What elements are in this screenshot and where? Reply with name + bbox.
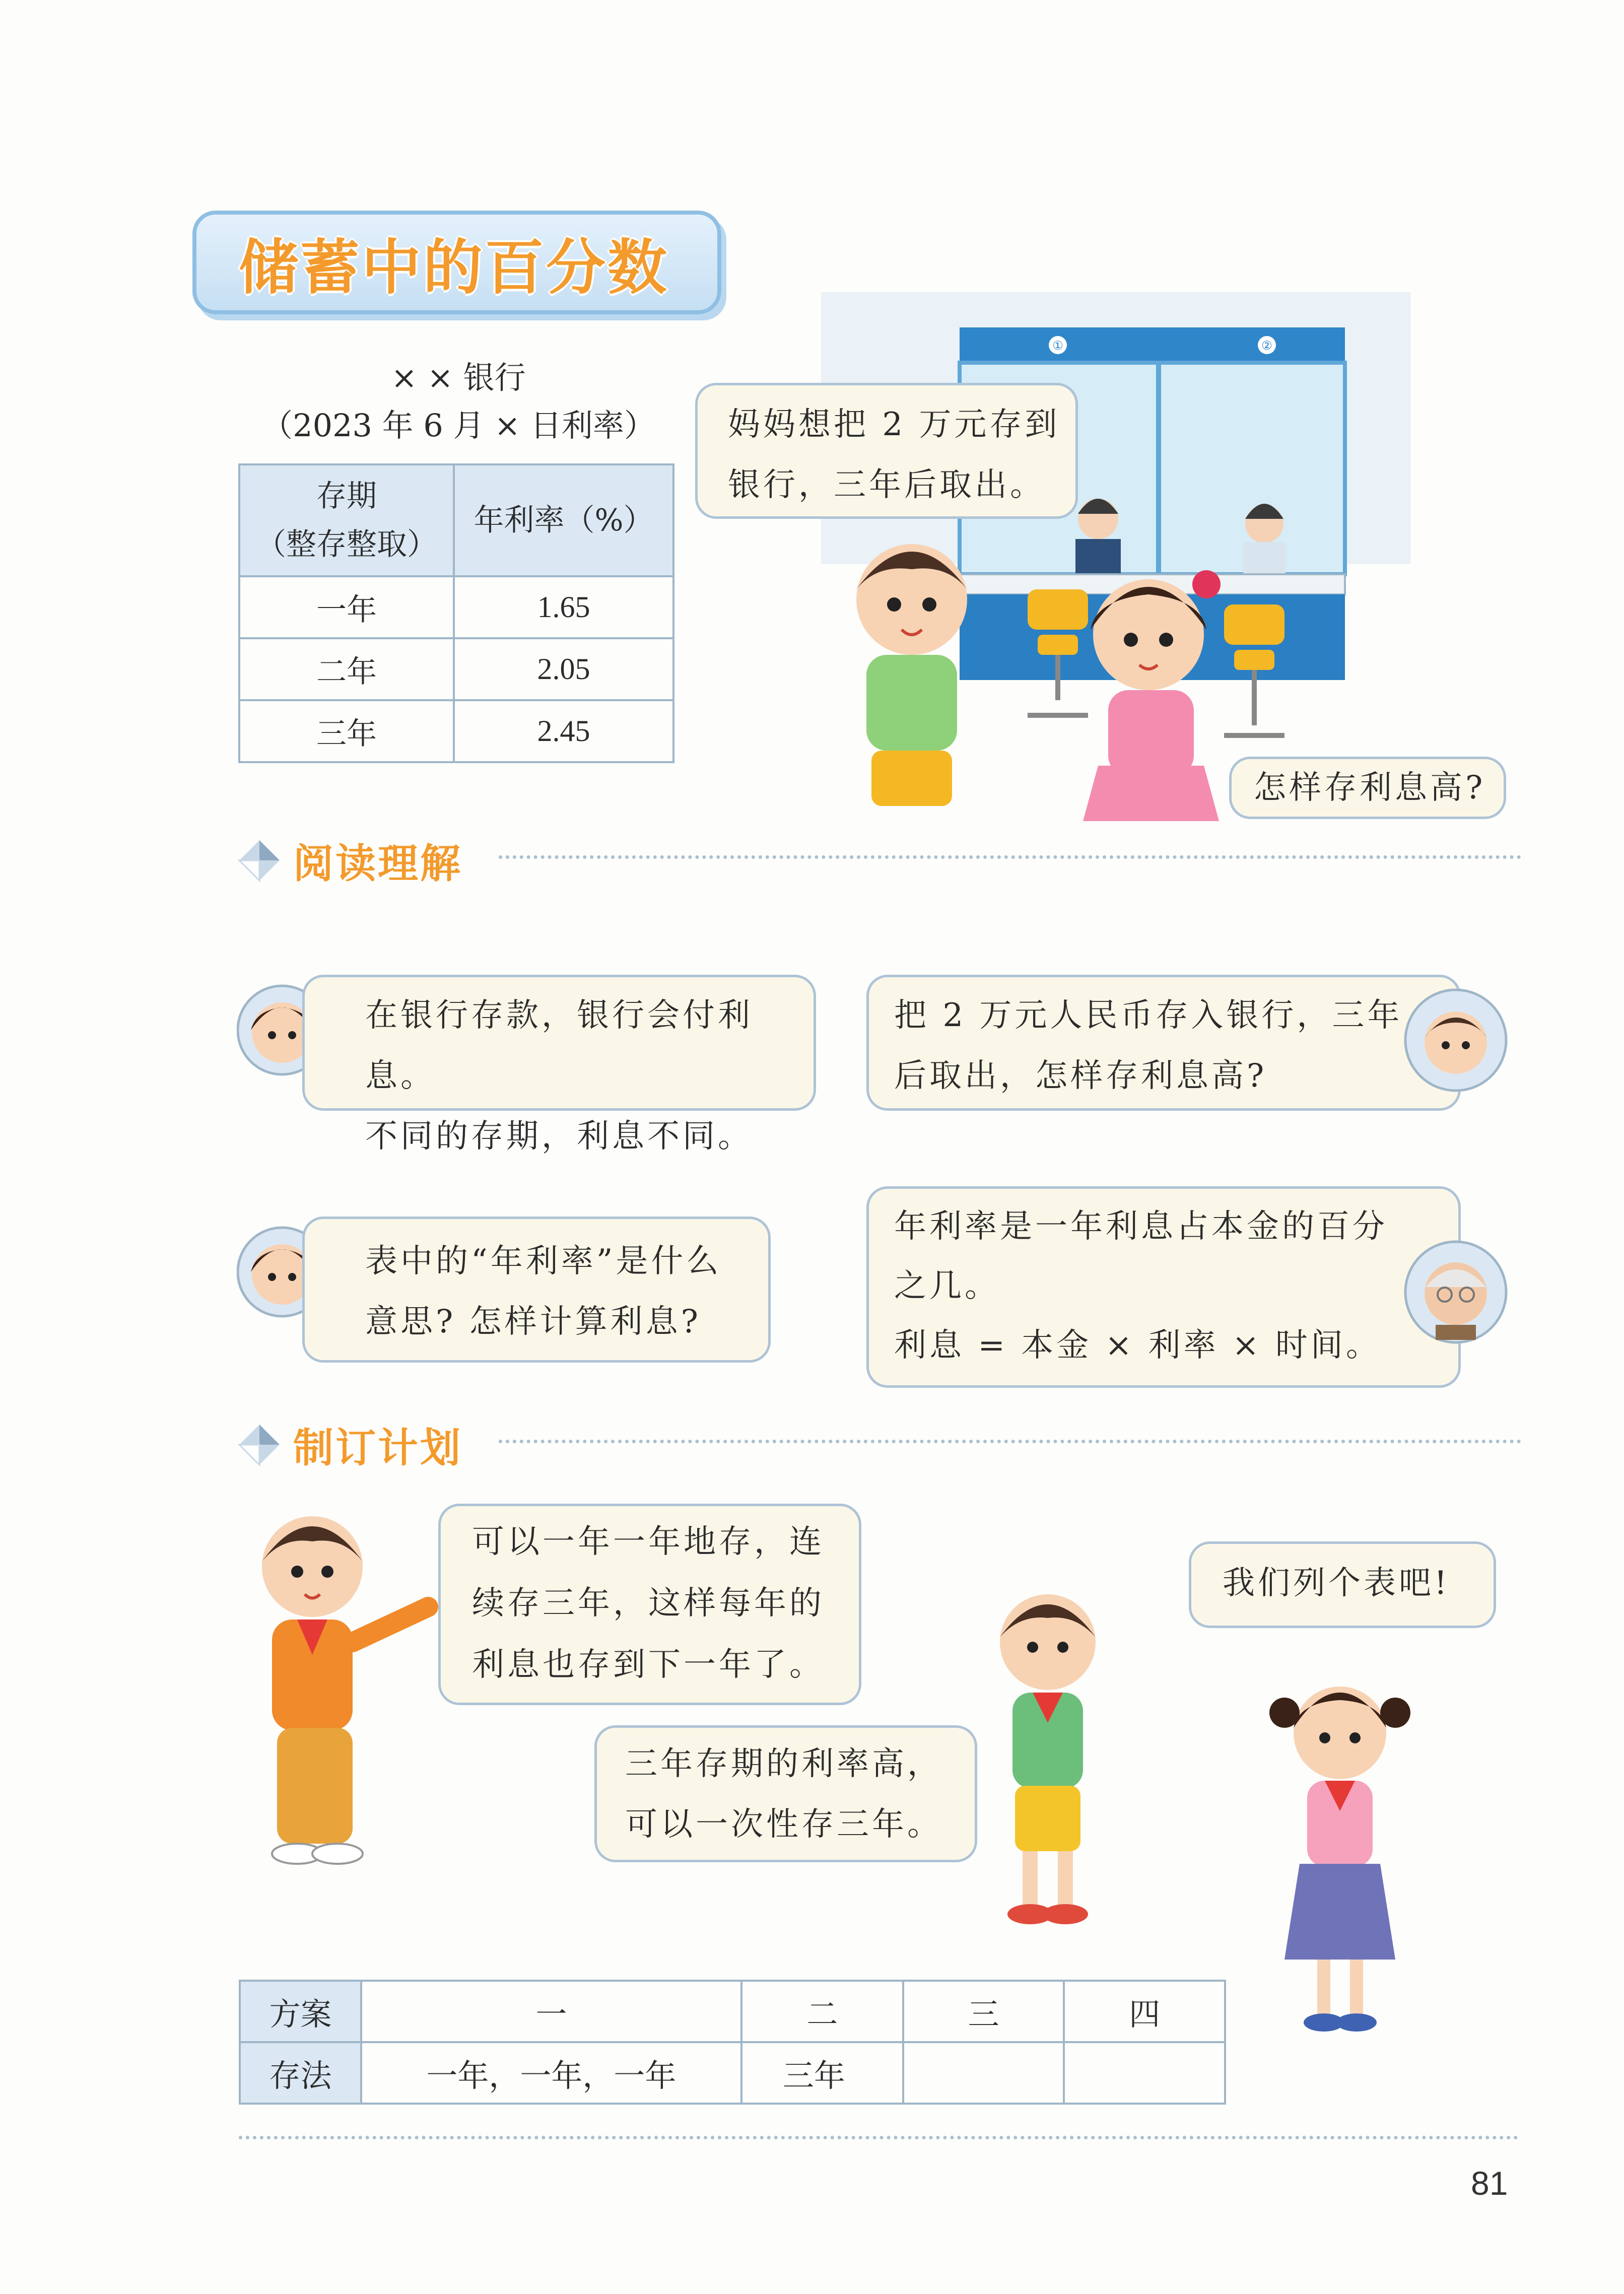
section-title: 制订计划 — [293, 1425, 462, 1471]
term-cell: 一年 — [239, 576, 454, 638]
section-title: 阅读理解 — [293, 840, 462, 887]
bubble-text-line: 续存三年，这样每年的 — [472, 1585, 825, 1622]
speech-bubble-grandpa-explanation — [866, 1186, 1461, 1388]
table-row — [240, 1981, 1225, 2042]
bubble-text: 怎样存利息高? — [1254, 769, 1486, 806]
rate-date-caption: （2023 年 6 月 × 日利率） — [261, 407, 655, 444]
table-header-row — [239, 464, 673, 576]
bubble-text-line: 银行，三年后取出。 — [728, 466, 1045, 504]
bubble-text-line: 可以一次性存三年。 — [625, 1806, 942, 1843]
bubble-text-line: 后取出，怎样存利息高? — [894, 1057, 1267, 1095]
bubble-text-line: 意思? 怎样计算利息? — [365, 1303, 701, 1340]
diamond-icon — [237, 1422, 282, 1467]
method-cell: 一年，一年，一年 — [361, 2042, 741, 2104]
rate-cell: 2.05 — [454, 638, 673, 700]
page-number: 81 — [1471, 2165, 1508, 2202]
method-row-label: 存法 — [240, 2042, 361, 2104]
boy-illustration — [856, 544, 967, 806]
bank-name: × × 银行 — [391, 359, 526, 396]
bank-scene-illustration — [705, 282, 1541, 831]
grandpa-avatar — [1400, 1239, 1511, 1345]
term-cell: 三年 — [239, 700, 454, 762]
bubble-text-line: 表中的“年利率”是什么 — [365, 1243, 722, 1280]
speech-bubble-make-table — [1189, 1541, 1496, 1628]
bubble-text-line: 在银行存款，银行会付利息。 — [365, 997, 753, 1095]
speech-bubble-plan-yearly — [438, 1504, 861, 1705]
boy-green-shirt-illustration — [957, 1587, 1138, 1934]
section-divider — [499, 855, 1521, 859]
bubble-text-line: 可以一年一年地存，连 — [472, 1523, 825, 1561]
section-header-reading — [237, 831, 462, 889]
window-header-bar — [960, 327, 1345, 363]
section-header-planning — [237, 1415, 462, 1473]
speech-bubble-girl-question — [1229, 757, 1506, 819]
section-divider — [499, 1440, 1521, 1443]
method-cell: 三年 — [741, 2042, 903, 2104]
speech-bubble-boy-question — [866, 975, 1461, 1111]
rate-cell: 1.65 — [454, 576, 673, 638]
page-title: 储蓄中的百分数 — [239, 233, 669, 302]
table-row — [240, 2042, 1225, 2104]
title-banner — [192, 211, 721, 314]
plan-cell: 四 — [1064, 1981, 1225, 2042]
bubble-text-line: 妈妈想把 2 万元存到 — [728, 406, 1060, 443]
plan-cell: 二 — [741, 1981, 903, 2042]
bubble-text-line: 不同的存期，利息不同。 — [365, 1118, 753, 1155]
window-number-1-label: ① — [1052, 339, 1063, 353]
plan-table — [239, 1980, 1226, 2105]
term-cell: 二年 — [239, 638, 454, 700]
interest-rate-table — [238, 463, 674, 763]
method-cell — [1064, 2042, 1225, 2104]
window-number-2-label: ② — [1261, 339, 1272, 353]
speech-bubble-plan-three-year — [594, 1725, 977, 1862]
bubble-text-line: 把 2 万元人民币存入银行，三年 — [894, 997, 1403, 1034]
bubble-text: 我们列个表吧! — [1223, 1565, 1450, 1602]
interest-formula: 利息 = 本金 × 利率 × 时间。 — [894, 1327, 1381, 1364]
plan-row-label: 方案 — [240, 1981, 361, 2042]
plan-cell: 三 — [903, 1981, 1064, 2042]
table-row — [239, 700, 673, 762]
term-header — [239, 464, 454, 576]
boy-avatar — [1400, 987, 1511, 1093]
method-cell — [903, 2042, 1064, 2104]
diamond-icon — [237, 838, 282, 883]
bubble-text-line: 之几。 — [894, 1267, 1000, 1305]
term-header-line1: 存期 — [316, 479, 377, 514]
boy-pointing-illustration — [237, 1511, 448, 1874]
bubble-text-line: 三年存期的利率高， — [625, 1745, 942, 1783]
speech-bubble-girl-rate-question — [302, 1217, 771, 1363]
footer-divider — [239, 2136, 1518, 2139]
speech-bubble-boy-plan — [695, 383, 1078, 519]
speech-bubble-girl-interest — [302, 975, 816, 1155]
term-header-line2: （整存整取） — [256, 527, 437, 562]
rate-header: 年利率（%） — [454, 464, 673, 576]
girl-pink-shirt-illustration — [1249, 1677, 1431, 2040]
table-row — [239, 576, 673, 638]
bubble-text-line: 年利率是一年利息占本金的百分 — [894, 1208, 1388, 1245]
bubble-text-line: 利息也存到下一年了。 — [472, 1646, 825, 1683]
table-row — [239, 638, 673, 700]
plan-cell: 一 — [361, 1981, 741, 2042]
rate-cell: 2.45 — [454, 700, 673, 762]
